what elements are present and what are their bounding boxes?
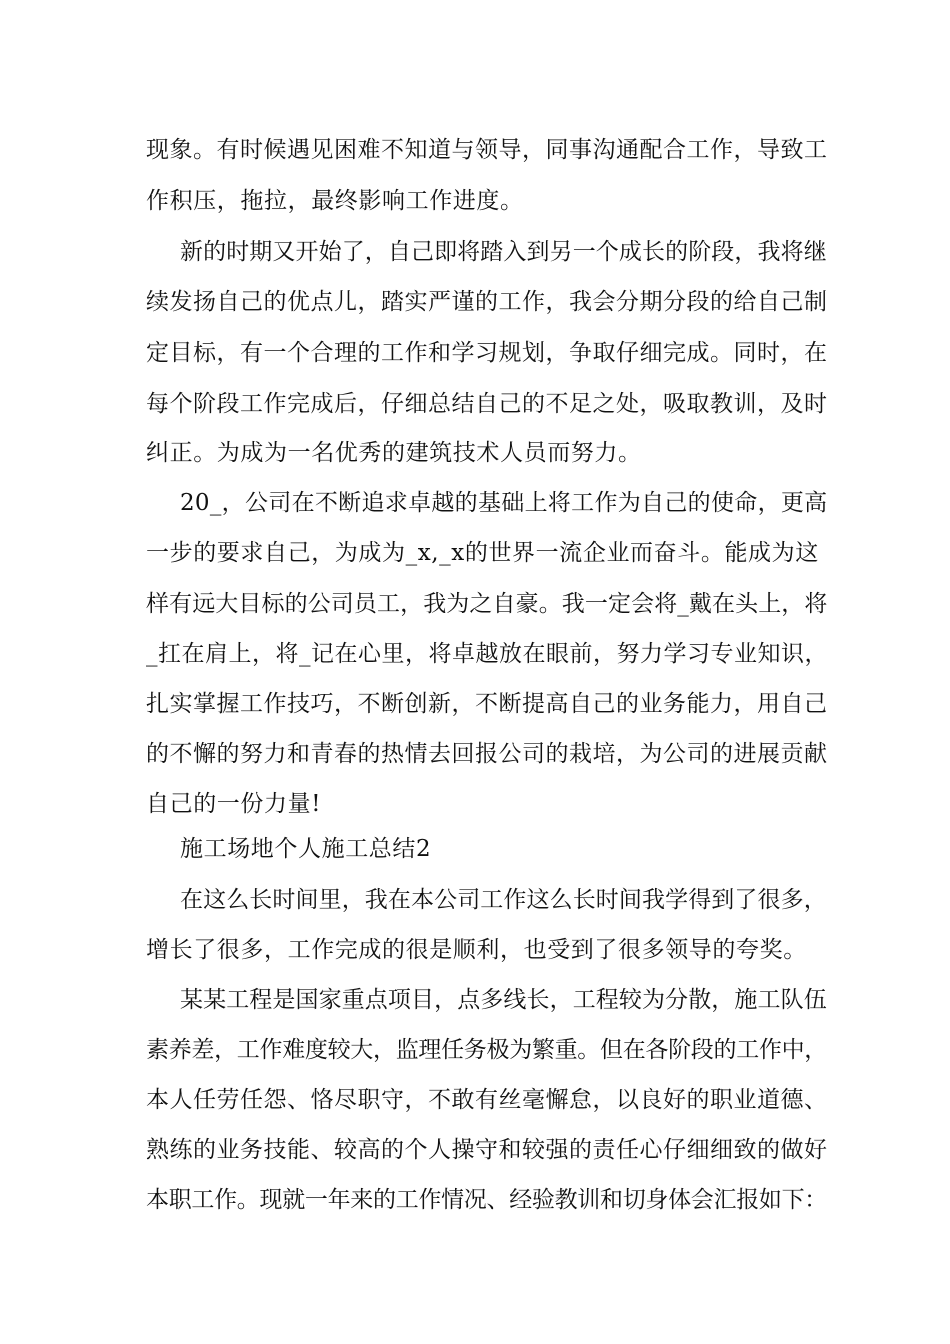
text-line: 纠正。为成为一名优秀的建筑技术人员而努力。 [146,440,642,466]
paragraph-first-line: 在这么长时间里，我在本公司工作这么长时间我学得到了很多， [180,887,827,913]
text-line: 的不懈的努力和青春的热情去回报公司的栽培，为公司的进展贡献 [146,741,828,767]
text-line: 每个阶段工作完成后，仔细总结自己的不足之处，吸取教训，及时 [146,391,828,417]
paragraph-first-line: 某某工程是国家重点项目，点多线长，工程较为分散，施工队伍 [180,987,827,1013]
text-line: 增长了很多，工作完成的很是顺利，也受到了很多领导的夸奖。 [146,937,807,963]
section-heading: 施工场地个人施工总结2 [180,836,432,862]
text-line: 一步的要求自己，为成为_x,_x的世界一流企业而奋斗。能成为这 [146,540,819,566]
text-line: 现象。有时候遇见困难不知道与领导，同事沟通配合工作，导致工 [146,137,828,163]
text-line: 本职工作。现就一年来的工作情况、经验教训和切身体会汇报如下： [146,1187,828,1213]
text-line: _扛在肩上，将_记在心里，将卓越放在眼前，努力学习专业知识， [146,641,828,667]
text-line: 熟练的业务技能、较高的个人操守和较强的责任心仔细细致的做好 [146,1137,828,1163]
text-line: 定目标，有一个合理的工作和学习规划，争取仔细完成。同时，在 [146,340,828,366]
text-line: 本人任劳任怨、恪尽职守，不敢有丝毫懈怠，以良好的职业道德、 [146,1087,828,1113]
text-line: 自己的一份力量! [146,791,322,817]
paragraph-first-line: 新的时期又开始了，自己即将踏入到另一个成长的阶段，我将继 [180,239,827,265]
text-line: 作积压，拖拉，最终影响工作进度。 [146,188,524,214]
text-line: 扎实掌握工作技巧，不断创新，不断提高自己的业务能力，用自己 [146,691,828,717]
text-line: 样有远大目标的公司员工，我为之自豪。我一定会将_戴在头上，将 [146,591,828,617]
text-line: 素养差，工作难度较大，监理任务极为繁重。但在各阶段的工作中， [146,1037,828,1063]
text-line: 续发扬自己的优点儿，踏实严谨的工作，我会分期分段的给自己制 [146,289,828,315]
paragraph-first-line: 20_，公司在不断追求卓越的基础上将工作为自己的使命，更高 [180,490,828,516]
